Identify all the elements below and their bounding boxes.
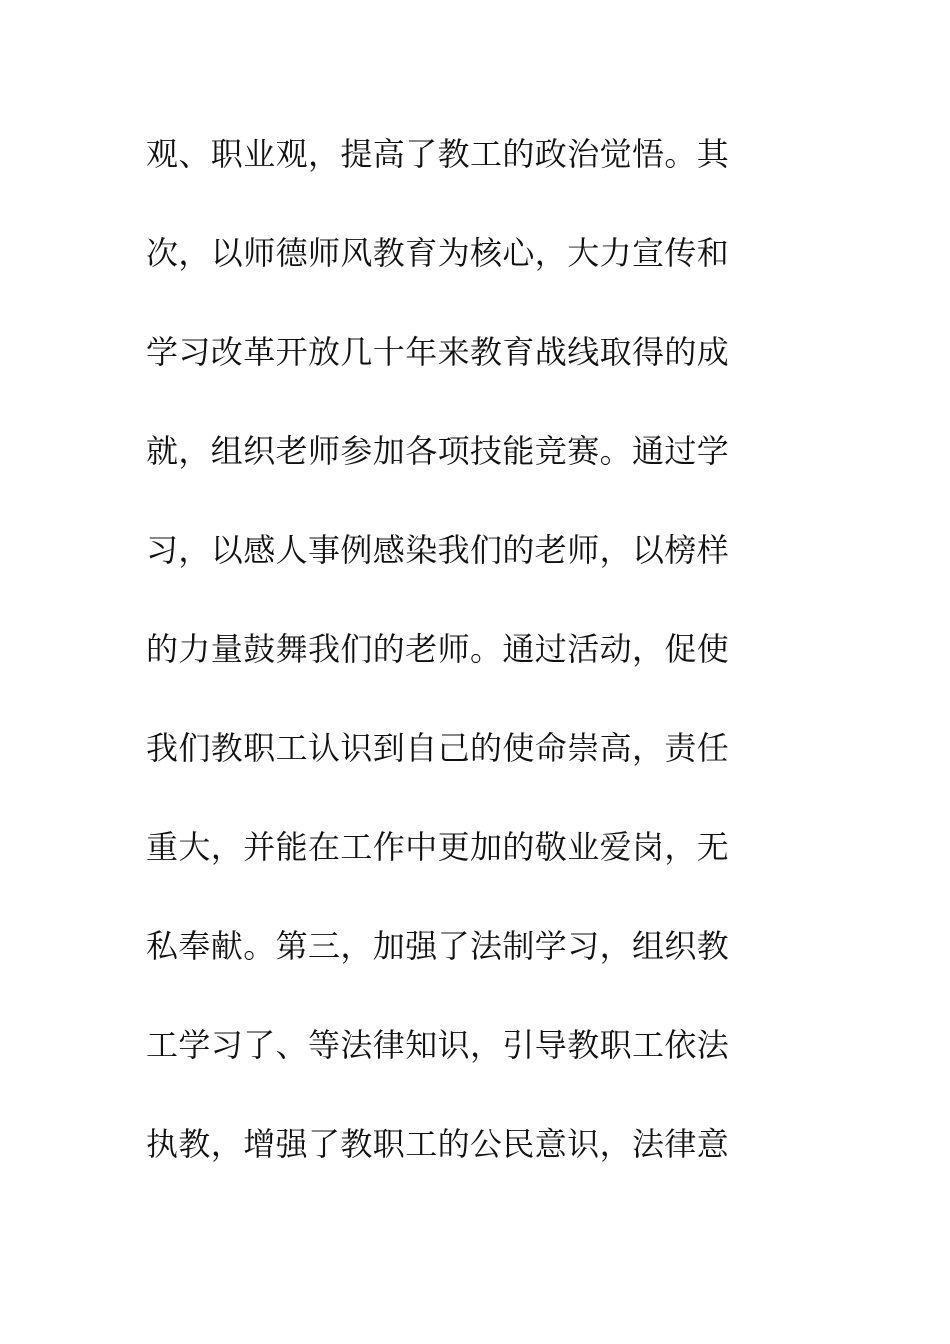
text-line: 就，组织老师参加各项技能竞赛。通过学 (146, 432, 730, 470)
text-line: 我们教职工认识到自己的使命崇高，责任 (146, 729, 730, 767)
text-line: 观、职业观，提高了教工的政治觉悟。其 (146, 135, 730, 173)
text-line: 习，以感人事例感染我们的老师，以榜样 (146, 531, 730, 569)
text-line: 次，以师德师风教育为核心，大力宣传和 (146, 234, 730, 272)
text-line: 工学习了、等法律知识，引导教职工依法 (146, 1026, 730, 1064)
body-text (146, 128, 786, 1217)
text-line: 的力量鼓舞我们的老师。通过活动，促使 (146, 630, 730, 668)
text-line: 私奉献。第三，加强了法制学习，组织教 (146, 927, 730, 965)
text-line: 重大，并能在工作中更加的敬业爱岗，无 (146, 828, 730, 866)
text-line: 执教，增强了教职工的公民意识，法律意 (146, 1125, 730, 1163)
text-line: 学习改革开放几十年来教育战线取得的成 (146, 333, 730, 371)
